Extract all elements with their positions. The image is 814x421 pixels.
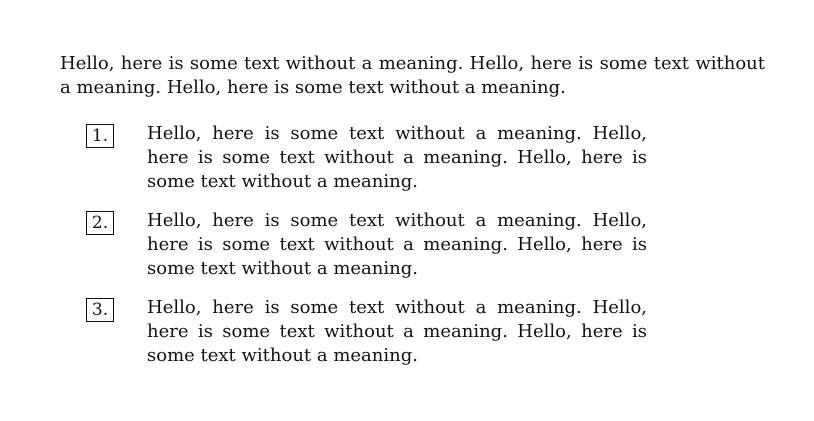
list-item-number-box: 2. — [86, 211, 114, 235]
list-item — [0, 122, 814, 209]
numbered-list — [0, 122, 814, 383]
list-item-text: Hello, here is some text without a meaning. Hello, here is some text without a meaning. Hello, here is some text without a meaning. — [147, 210, 647, 279]
list-item-number-box: 3. — [86, 298, 114, 322]
list-item-number-box: 1. — [86, 124, 114, 148]
intro-paragraph: Hello, here is some text without a meaning. Hello, here is some text without a meaning. Hello, here is some text without a meaning. — [60, 53, 765, 98]
list-item — [0, 296, 814, 383]
list-item-text: Hello, here is some text without a meaning. Hello, here is some text without a meaning. Hello, here is some text without a meaning. — [147, 123, 647, 192]
list-item — [0, 209, 814, 296]
list-item-text: Hello, here is some text without a meaning. Hello, here is some text without a meaning. Hello, here is some text without a meaning. — [147, 297, 647, 366]
